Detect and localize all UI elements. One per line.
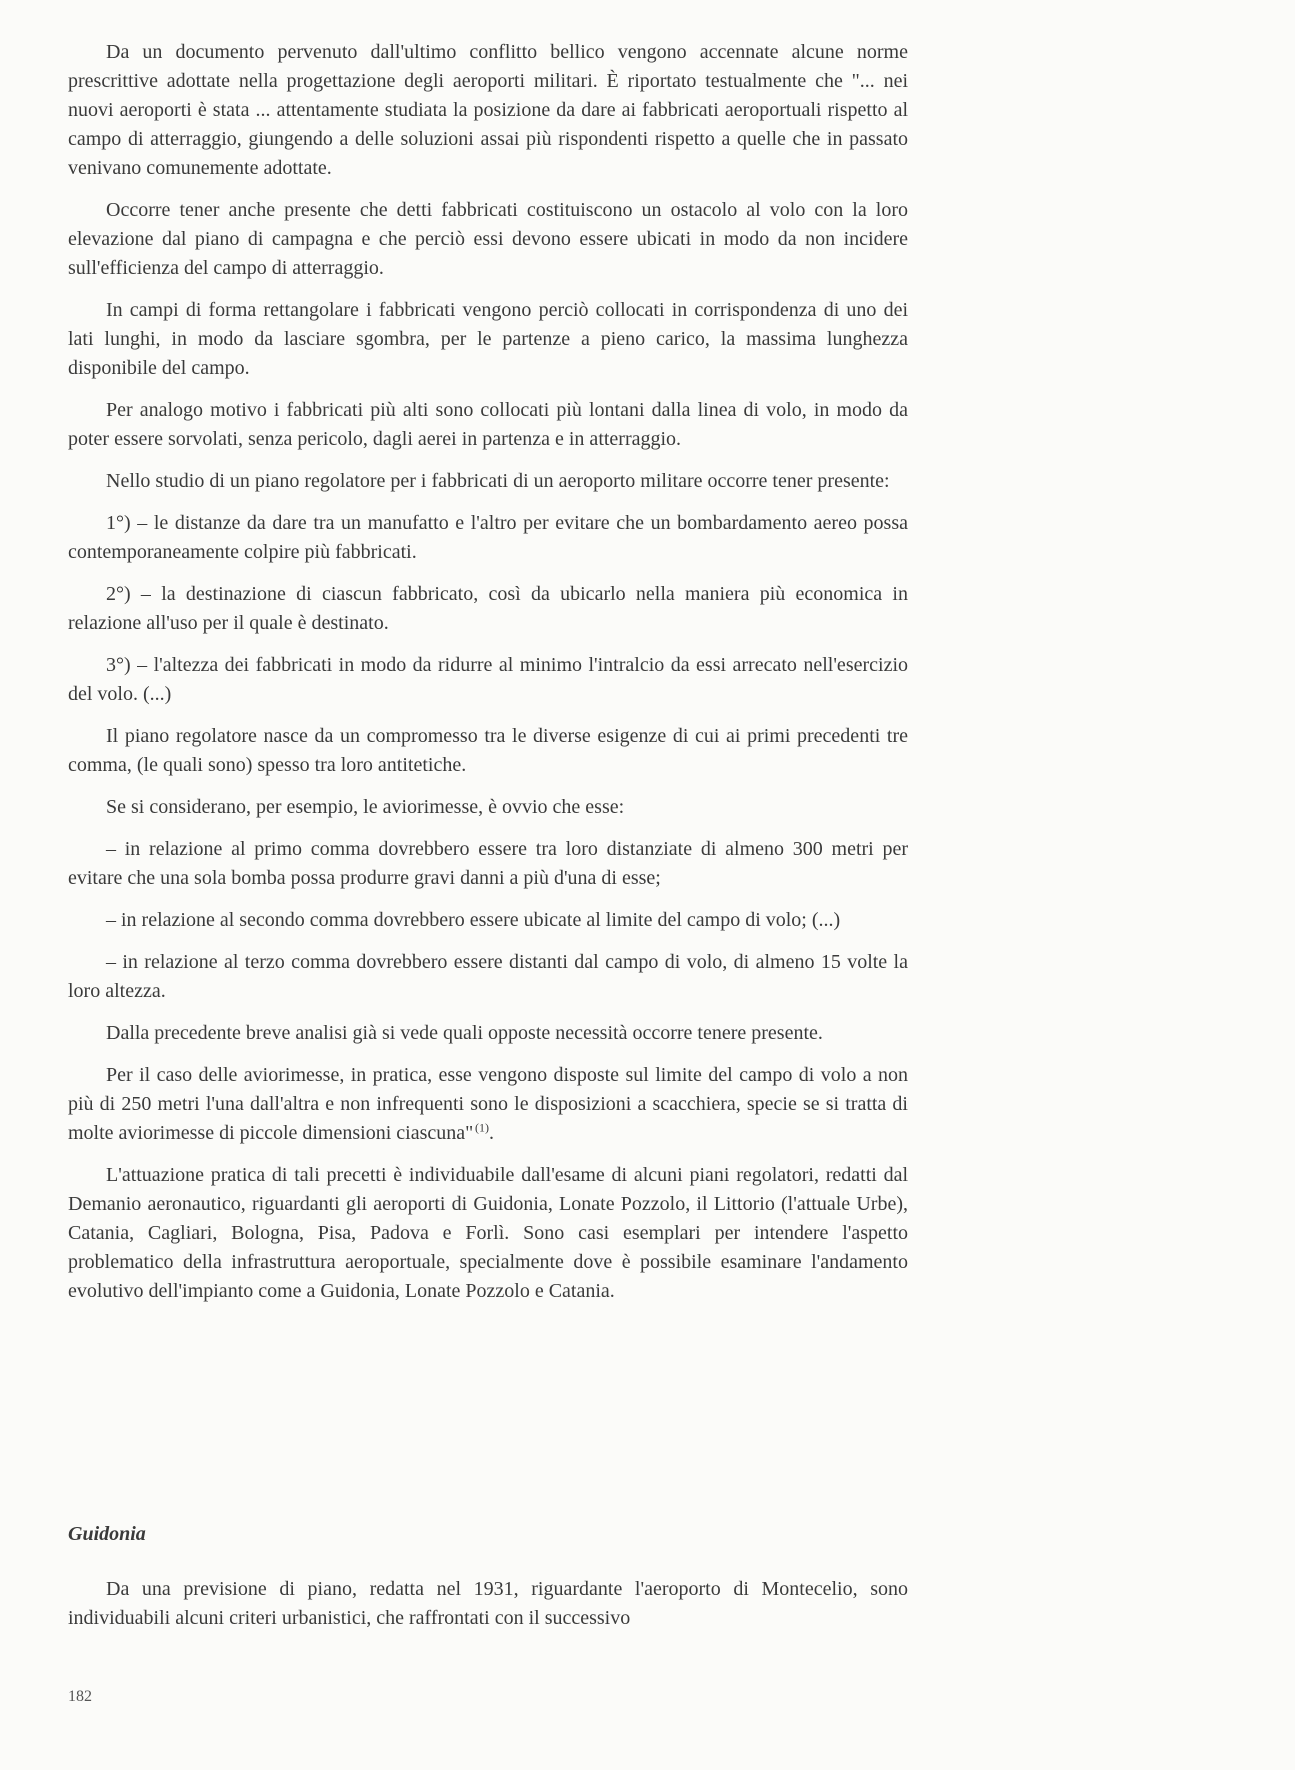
paragraph-analysis: Dalla precedente breve analisi già si vede quali opposte necessità occorre tenere presente. [106,1022,823,1044]
page-number: 182 [68,1688,92,1705]
paragraph-hangars-practice [68,1061,908,1148]
paragraph-guidonia-intro: Da una previsione di piano, redatta nel 1931, riguardante l'aeroporto di Montecelio, sono individuabili alcuni criteri urbanistici, che raffrontati con il successivo [68,1578,908,1629]
footnote-reference[interactable]: (1) [474,1120,489,1135]
paragraph-rectangular-fields: In campi di forma rettangolare i fabbricati vengono perciò collocati in corrispondenza di uno dei lati lunghi, in modo da lasciare sgombra, per le partenze a pieno carico, la massima lunghezza disponibile del campo. [68,299,908,379]
list-item-height: 3°) – l'altezza dei fabbricati in modo da ridurre al minimo l'intralcio da essi arrecato nell'esercizio del volo. (...) [68,654,908,705]
paragraph-regulatory-plan: Nello studio di un piano regolatore per i fabbricati di un aeroporto militare occorre tener presente: [106,470,890,492]
section-title-guidonia: Guidonia [68,1523,146,1545]
paragraph-hangars-practice-text: Per il caso delle aviorimesse, in pratica, esse vengono disposte sul limite del campo di volo a non più di 250 metri l'una dall'altra e non infrequenti sono le disposizioni a scacchiera, specie se si tratta di molte aviorimesse di piccole dimensioni ciascuna" [68,1064,908,1144]
paragraph-taller-buildings: Per analogo motivo i fabbricati più alti sono collocati più lontani dalla linea di volo, in modo da poter essere sorvolati, senza pericolo, dagli aerei in partenza e in atterraggio. [68,399,908,450]
list-item-distances: 1°) – le distanze da dare tra un manufatto e l'altro per evitare che un bombardamento aereo possa contemporaneamente colpire più fabbricati. [68,512,908,563]
list-item-first-clause: – in relazione al primo comma dovrebbero essere tra loro distanziate di almeno 300 metri per evitare che una sola bomba possa produrre gravi danni a più d'una di esse; [68,838,908,889]
main-text-column [68,38,908,1319]
footnote-tail: . [488,1122,494,1144]
paragraph-obstacle: Occorre tener anche presente che detti fabbricati costituiscono un ostacolo al volo con la loro elevazione dal piano di campagna e che perciò essi devono essere ubicati in modo da non incidere sull'efficienza del campo di atterraggio. [68,199,908,279]
list-item-second-clause: – in relazione al secondo comma dovrebbero essere ubicate al limite del campo di volo; (...) [106,909,841,931]
paragraph-intro: Da un documento pervenuto dall'ultimo conflitto bellico vengono accennate alcune norme prescrittive adottate nella progettazione degli aeroporti militari. È riportato testualmente che "... nei nuovi aeroporti è stata ... attentamente studiata la posizione da dare ai fabbricati aeroportuali rispetto al campo di atterraggio, giungendo a delle soluzioni assai più rispondenti rispetto a quelle che in passato venivano comunemente adottate. [68,41,908,179]
paragraph-compromise: Il piano regolatore nasce da un compromesso tra le diverse esigenze di cui ai primi precedenti tre comma, (le quali sono) spesso tra loro antitetiche. [68,725,908,776]
section-body [68,1575,908,1646]
paragraph-implementation: L'attuazione pratica di tali precetti è individuabile dall'esame di alcuni piani regolatori, redatti dal Demanio aeronautico, riguardanti gli aeroporti di Guidonia, Lonate Pozzolo, il Littorio (l'attuale Urbe), Catania, Cagliari, Bologna, Pisa, Padova e Forlì. Sono casi esemplari per intendere l'aspetto problematico della infrastruttura aeroportuale, specialmente dove è possibile esaminare l'andamento evolutivo dell'impianto come a Guidonia, Lonate Pozzolo e Catania. [68,1164,908,1302]
paragraph-hangars-example: Se si considerano, per esempio, le aviorimesse, è ovvio che esse: [106,796,625,818]
list-item-destination: 2°) – la destinazione di ciascun fabbricato, così da ubicarlo nella maniera più economica in relazione all'uso per il quale è destinato. [68,583,908,634]
list-item-third-clause: – in relazione al terzo comma dovrebbero essere distanti dal campo di volo, di almeno 15 volte la loro altezza. [68,951,908,1002]
